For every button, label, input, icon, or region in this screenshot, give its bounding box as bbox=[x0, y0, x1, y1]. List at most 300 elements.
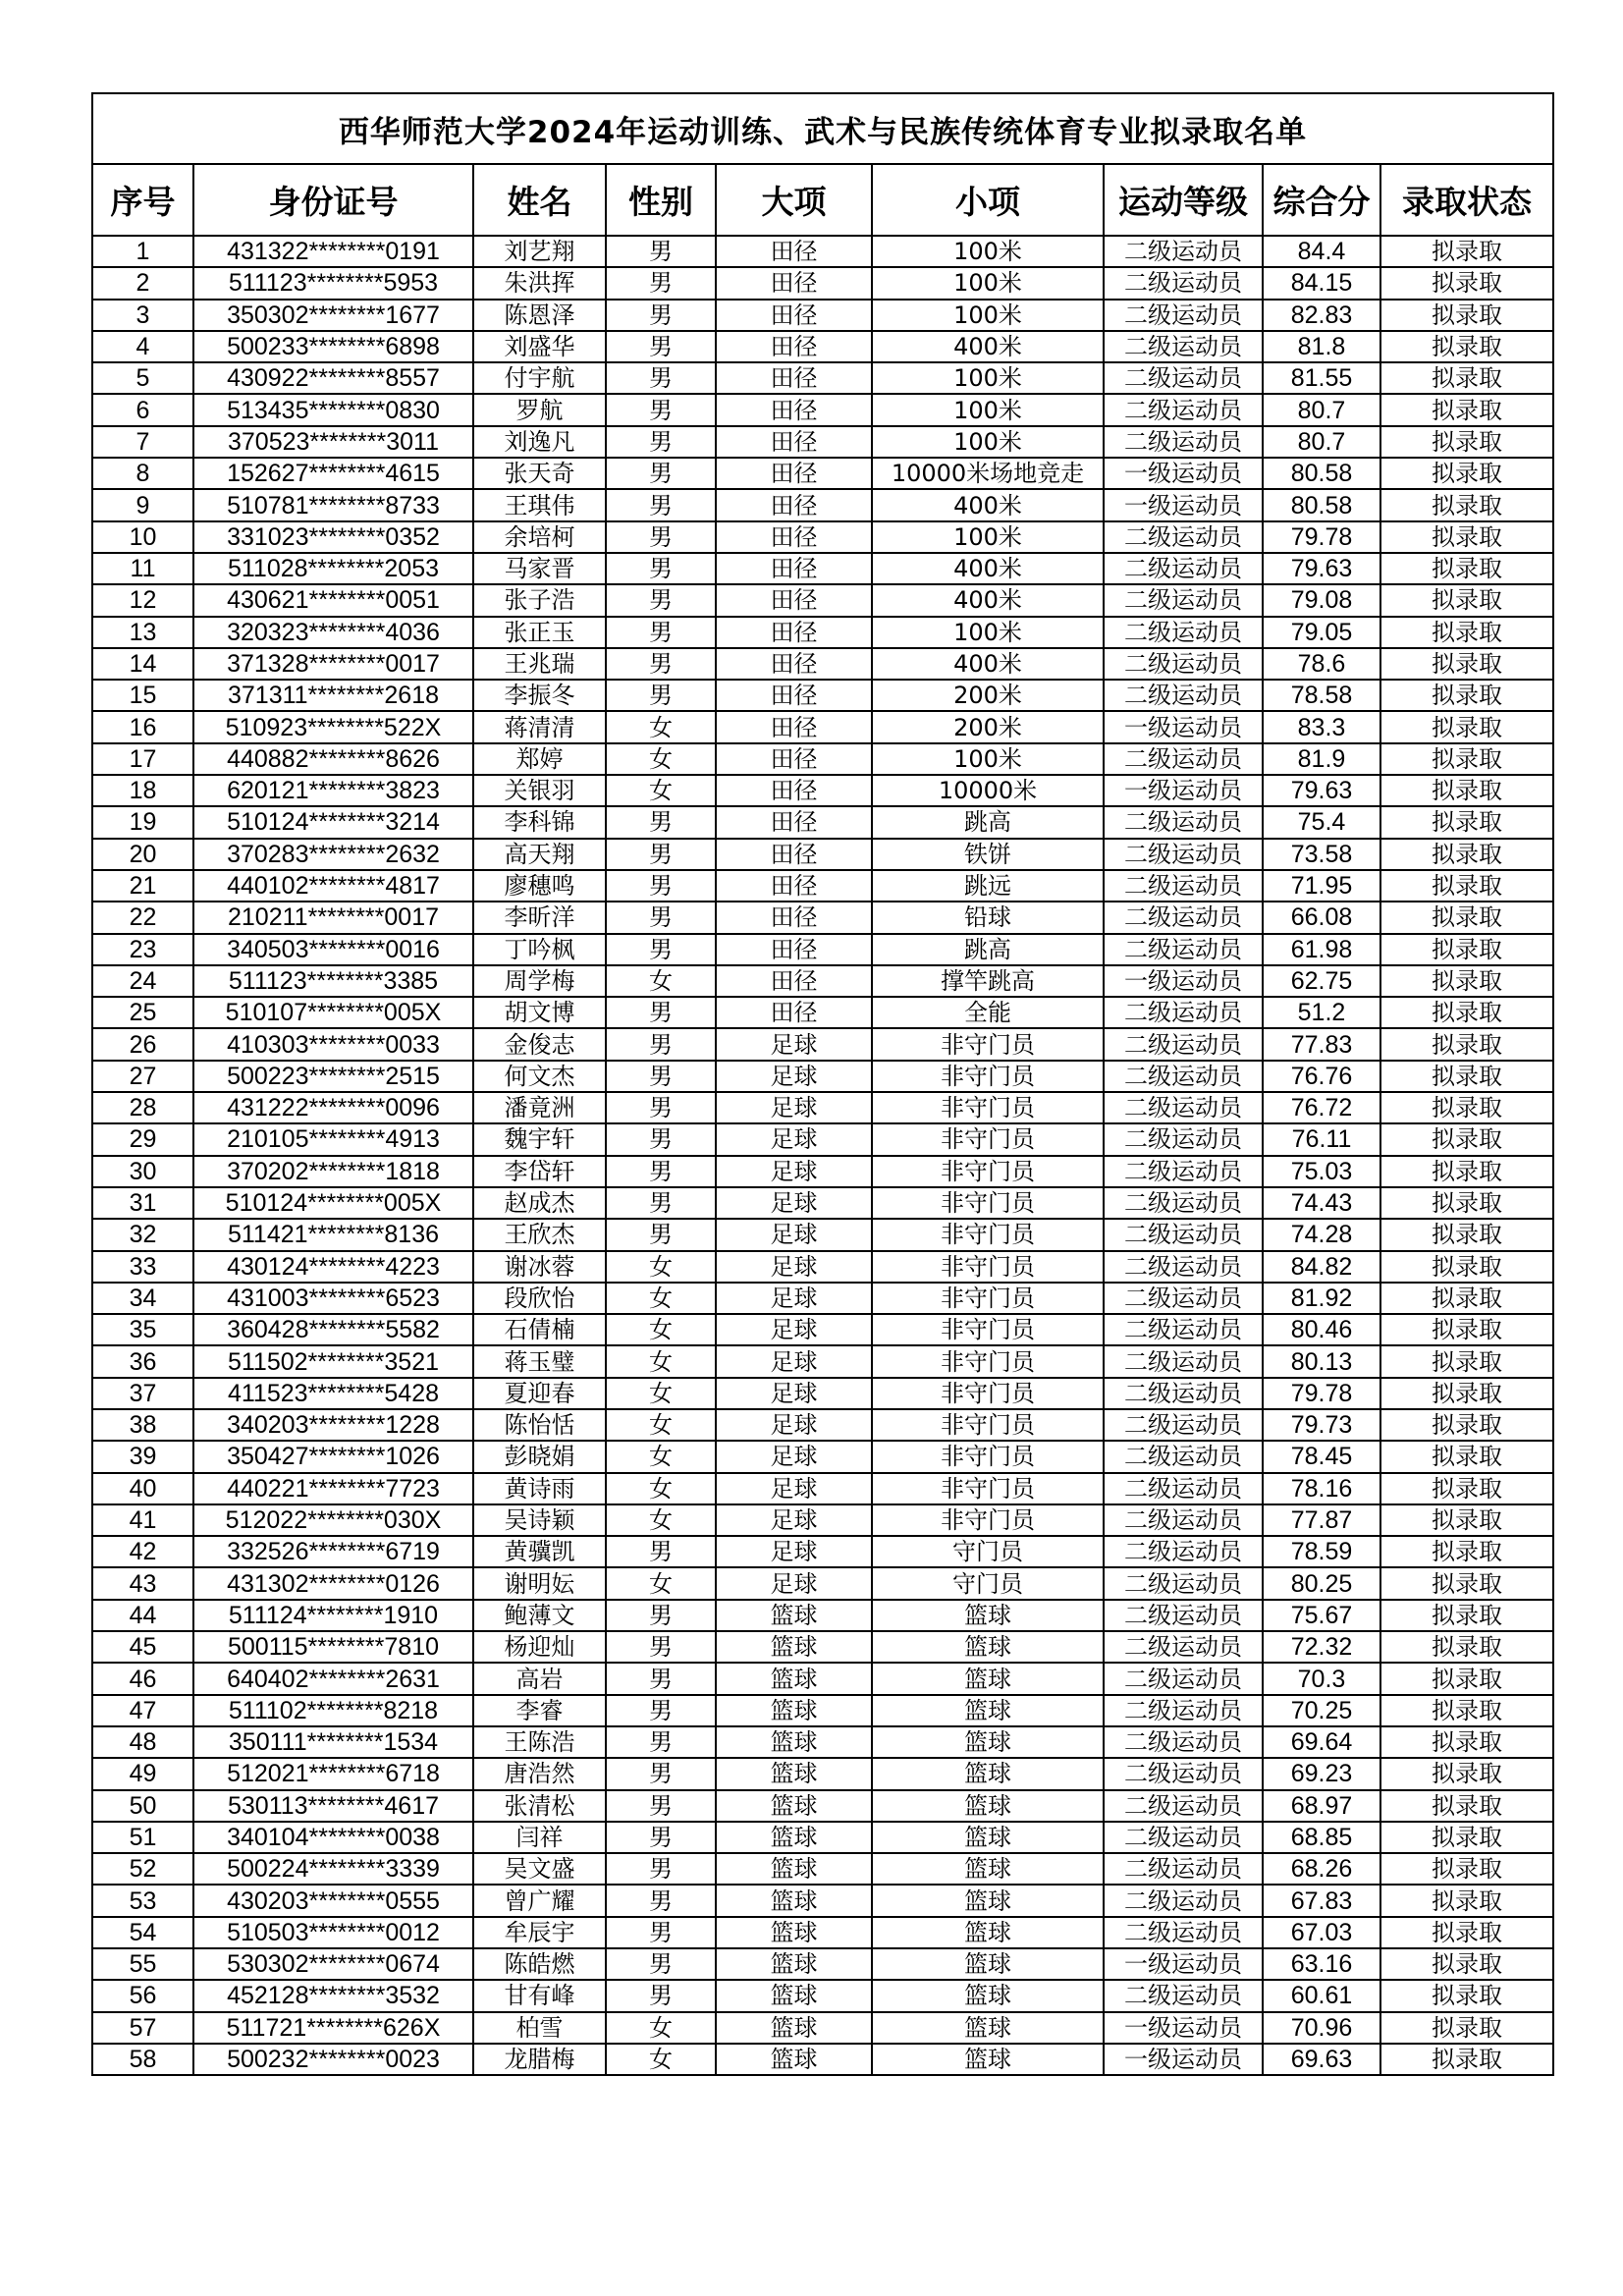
cell-sport: 足球 bbox=[716, 1187, 872, 1219]
cell-index: 52 bbox=[92, 1853, 193, 1885]
cell-event: 篮球 bbox=[872, 1663, 1104, 1694]
cell-status: 拟录取 bbox=[1380, 997, 1553, 1028]
table-row bbox=[92, 775, 1553, 806]
cell-id-number: 340104********0038 bbox=[193, 1822, 473, 1853]
cell-athlete-level: 二级运动员 bbox=[1104, 1441, 1263, 1472]
cell-status: 拟录取 bbox=[1380, 648, 1553, 680]
cell-index: 17 bbox=[92, 743, 193, 775]
cell-id-number: 370202********1818 bbox=[193, 1156, 473, 1187]
cell-name: 郑婷 bbox=[473, 743, 606, 775]
cell-gender: 男 bbox=[606, 362, 716, 394]
table-row bbox=[92, 584, 1553, 616]
cell-score: 79.63 bbox=[1263, 775, 1380, 806]
cell-index: 37 bbox=[92, 1378, 193, 1409]
cell-gender: 男 bbox=[606, 1695, 716, 1726]
cell-score: 62.75 bbox=[1263, 965, 1380, 997]
cell-athlete-level: 二级运动员 bbox=[1104, 1695, 1263, 1726]
cell-gender: 男 bbox=[606, 1631, 716, 1663]
cell-index: 38 bbox=[92, 1409, 193, 1441]
cell-name: 张清松 bbox=[473, 1790, 606, 1822]
cell-gender: 女 bbox=[606, 1567, 716, 1599]
cell-id-number: 430203********0555 bbox=[193, 1885, 473, 1916]
cell-athlete-level: 二级运动员 bbox=[1104, 1219, 1263, 1250]
cell-athlete-level: 二级运动员 bbox=[1104, 1061, 1263, 1092]
cell-index: 25 bbox=[92, 997, 193, 1028]
table-row bbox=[92, 1409, 1553, 1441]
header-id-number: 身份证号 bbox=[193, 164, 473, 236]
cell-gender: 男 bbox=[606, 267, 716, 299]
cell-name: 王欣杰 bbox=[473, 1219, 606, 1250]
table-row bbox=[92, 1187, 1553, 1219]
cell-status: 拟录取 bbox=[1380, 300, 1553, 331]
cell-id-number: 510107********005X bbox=[193, 997, 473, 1028]
cell-name: 关银羽 bbox=[473, 775, 606, 806]
cell-name: 段欣怡 bbox=[473, 1283, 606, 1314]
cell-sport: 田径 bbox=[716, 839, 872, 870]
cell-score: 79.05 bbox=[1263, 617, 1380, 648]
cell-athlete-level: 二级运动员 bbox=[1104, 1600, 1263, 1631]
cell-event: 非守门员 bbox=[872, 1409, 1104, 1441]
cell-sport: 篮球 bbox=[716, 1758, 872, 1789]
cell-athlete-level: 二级运动员 bbox=[1104, 1251, 1263, 1283]
cell-id-number: 350302********1677 bbox=[193, 300, 473, 331]
table-row bbox=[92, 1219, 1553, 1250]
cell-athlete-level: 二级运动员 bbox=[1104, 1378, 1263, 1409]
cell-name: 李科锦 bbox=[473, 806, 606, 838]
cell-gender: 男 bbox=[606, 1948, 716, 1980]
cell-status: 拟录取 bbox=[1380, 1536, 1553, 1567]
cell-event: 400米 bbox=[872, 648, 1104, 680]
cell-score: 78.58 bbox=[1263, 680, 1380, 711]
cell-id-number: 331023********0352 bbox=[193, 521, 473, 553]
cell-gender: 男 bbox=[606, 806, 716, 838]
cell-index: 41 bbox=[92, 1504, 193, 1536]
cell-sport: 足球 bbox=[716, 1345, 872, 1377]
cell-sport: 篮球 bbox=[716, 1600, 872, 1631]
cell-event: 篮球 bbox=[872, 1980, 1104, 2011]
cell-gender: 男 bbox=[606, 1028, 716, 1060]
table-row bbox=[92, 1441, 1553, 1472]
cell-score: 76.11 bbox=[1263, 1123, 1380, 1155]
cell-sport: 田径 bbox=[716, 584, 872, 616]
table-row bbox=[92, 1600, 1553, 1631]
cell-id-number: 511124********1910 bbox=[193, 1600, 473, 1631]
table-row bbox=[92, 934, 1553, 965]
cell-sport: 田径 bbox=[716, 711, 872, 742]
cell-name: 丁吟枫 bbox=[473, 934, 606, 965]
cell-index: 33 bbox=[92, 1251, 193, 1283]
cell-id-number: 440102********4817 bbox=[193, 870, 473, 902]
cell-name: 吴诗颖 bbox=[473, 1504, 606, 1536]
cell-score: 84.15 bbox=[1263, 267, 1380, 299]
cell-gender: 女 bbox=[606, 2012, 716, 2044]
cell-event: 篮球 bbox=[872, 1822, 1104, 1853]
cell-athlete-level: 二级运动员 bbox=[1104, 521, 1263, 553]
cell-score: 68.26 bbox=[1263, 1853, 1380, 1885]
cell-score: 80.25 bbox=[1263, 1567, 1380, 1599]
cell-name: 李岱轩 bbox=[473, 1156, 606, 1187]
cell-name: 陈皓燃 bbox=[473, 1948, 606, 1980]
cell-name: 王陈浩 bbox=[473, 1726, 606, 1758]
cell-sport: 足球 bbox=[716, 1378, 872, 1409]
table-row bbox=[92, 1092, 1553, 1123]
cell-event: 非守门员 bbox=[872, 1251, 1104, 1283]
table-row bbox=[92, 1567, 1553, 1599]
cell-gender: 男 bbox=[606, 680, 716, 711]
cell-id-number: 332526********6719 bbox=[193, 1536, 473, 1567]
cell-athlete-level: 一级运动员 bbox=[1104, 775, 1263, 806]
cell-score: 78.45 bbox=[1263, 1441, 1380, 1472]
cell-score: 79.78 bbox=[1263, 521, 1380, 553]
cell-gender: 女 bbox=[606, 1314, 716, 1345]
table-row bbox=[92, 1663, 1553, 1694]
cell-score: 51.2 bbox=[1263, 997, 1380, 1028]
cell-name: 谢明妘 bbox=[473, 1567, 606, 1599]
cell-athlete-level: 一级运动员 bbox=[1104, 2044, 1263, 2075]
cell-name: 甘有峰 bbox=[473, 1980, 606, 2011]
cell-sport: 田径 bbox=[716, 362, 872, 394]
cell-score: 67.83 bbox=[1263, 1885, 1380, 1916]
cell-score: 80.13 bbox=[1263, 1345, 1380, 1377]
table-row bbox=[92, 743, 1553, 775]
cell-id-number: 511123********5953 bbox=[193, 267, 473, 299]
cell-name: 马家晋 bbox=[473, 553, 606, 584]
cell-gender: 女 bbox=[606, 1473, 716, 1504]
table-row bbox=[92, 331, 1553, 362]
cell-index: 19 bbox=[92, 806, 193, 838]
table-row bbox=[92, 2012, 1553, 2044]
cell-athlete-level: 二级运动员 bbox=[1104, 553, 1263, 584]
cell-event: 400米 bbox=[872, 584, 1104, 616]
cell-sport: 篮球 bbox=[716, 1885, 872, 1916]
cell-index: 26 bbox=[92, 1028, 193, 1060]
cell-sport: 篮球 bbox=[716, 1917, 872, 1948]
cell-event: 篮球 bbox=[872, 1790, 1104, 1822]
cell-name: 杨迎灿 bbox=[473, 1631, 606, 1663]
cell-sport: 田径 bbox=[716, 267, 872, 299]
cell-event: 篮球 bbox=[872, 1726, 1104, 1758]
cell-athlete-level: 二级运动员 bbox=[1104, 1917, 1263, 1948]
cell-gender: 男 bbox=[606, 617, 716, 648]
cell-status: 拟录取 bbox=[1380, 236, 1553, 267]
cell-event: 非守门员 bbox=[872, 1441, 1104, 1472]
cell-id-number: 152627********4615 bbox=[193, 458, 473, 489]
cell-name: 李昕洋 bbox=[473, 902, 606, 933]
cell-name: 付宇航 bbox=[473, 362, 606, 394]
cell-score: 67.03 bbox=[1263, 1917, 1380, 1948]
cell-athlete-level: 二级运动员 bbox=[1104, 680, 1263, 711]
cell-status: 拟录取 bbox=[1380, 394, 1553, 425]
cell-name: 牟辰宇 bbox=[473, 1917, 606, 1948]
cell-gender: 男 bbox=[606, 1663, 716, 1694]
table-row bbox=[92, 1028, 1553, 1060]
cell-score: 78.59 bbox=[1263, 1536, 1380, 1567]
cell-sport: 田径 bbox=[716, 997, 872, 1028]
cell-sport: 篮球 bbox=[716, 1948, 872, 1980]
cell-gender: 男 bbox=[606, 1822, 716, 1853]
cell-id-number: 510503********0012 bbox=[193, 1917, 473, 1948]
cell-score: 79.73 bbox=[1263, 1409, 1380, 1441]
cell-status: 拟录取 bbox=[1380, 331, 1553, 362]
cell-status: 拟录取 bbox=[1380, 1092, 1553, 1123]
cell-sport: 田径 bbox=[716, 934, 872, 965]
cell-gender: 女 bbox=[606, 711, 716, 742]
cell-index: 50 bbox=[92, 1790, 193, 1822]
cell-athlete-level: 二级运动员 bbox=[1104, 1631, 1263, 1663]
cell-sport: 田径 bbox=[716, 617, 872, 648]
cell-event: 非守门员 bbox=[872, 1219, 1104, 1250]
cell-athlete-level: 二级运动员 bbox=[1104, 1345, 1263, 1377]
cell-status: 拟录取 bbox=[1380, 711, 1553, 742]
cell-name: 余培柯 bbox=[473, 521, 606, 553]
cell-score: 76.72 bbox=[1263, 1092, 1380, 1123]
cell-score: 81.8 bbox=[1263, 331, 1380, 362]
cell-status: 拟录取 bbox=[1380, 2044, 1553, 2075]
cell-athlete-level: 二级运动员 bbox=[1104, 1758, 1263, 1789]
cell-name: 闫祥 bbox=[473, 1822, 606, 1853]
cell-index: 48 bbox=[92, 1726, 193, 1758]
cell-index: 7 bbox=[92, 426, 193, 458]
cell-id-number: 510124********3214 bbox=[193, 806, 473, 838]
cell-id-number: 371328********0017 bbox=[193, 648, 473, 680]
cell-name: 胡文博 bbox=[473, 997, 606, 1028]
cell-sport: 田径 bbox=[716, 300, 872, 331]
table-row bbox=[92, 1948, 1553, 1980]
cell-athlete-level: 二级运动员 bbox=[1104, 426, 1263, 458]
cell-event: 撑竿跳高 bbox=[872, 965, 1104, 997]
cell-score: 81.9 bbox=[1263, 743, 1380, 775]
cell-id-number: 511421********8136 bbox=[193, 1219, 473, 1250]
cell-gender: 男 bbox=[606, 1061, 716, 1092]
cell-event: 篮球 bbox=[872, 1917, 1104, 1948]
cell-athlete-level: 二级运动员 bbox=[1104, 1567, 1263, 1599]
cell-gender: 男 bbox=[606, 1853, 716, 1885]
cell-gender: 女 bbox=[606, 1345, 716, 1377]
cell-status: 拟录取 bbox=[1380, 1885, 1553, 1916]
cell-event: 100米 bbox=[872, 521, 1104, 553]
cell-index: 46 bbox=[92, 1663, 193, 1694]
cell-sport: 足球 bbox=[716, 1219, 872, 1250]
cell-gender: 男 bbox=[606, 1536, 716, 1567]
header-row bbox=[92, 164, 1553, 236]
cell-sport: 田径 bbox=[716, 680, 872, 711]
cell-id-number: 210105********4913 bbox=[193, 1123, 473, 1155]
cell-index: 3 bbox=[92, 300, 193, 331]
cell-name: 廖穗鸣 bbox=[473, 870, 606, 902]
cell-name: 王琪伟 bbox=[473, 489, 606, 520]
cell-status: 拟录取 bbox=[1380, 1504, 1553, 1536]
table-row bbox=[92, 1980, 1553, 2011]
cell-gender: 男 bbox=[606, 426, 716, 458]
cell-status: 拟录取 bbox=[1380, 1631, 1553, 1663]
cell-athlete-level: 二级运动员 bbox=[1104, 1314, 1263, 1345]
table-row bbox=[92, 553, 1553, 584]
cell-score: 80.7 bbox=[1263, 394, 1380, 425]
cell-id-number: 431222********0096 bbox=[193, 1092, 473, 1123]
cell-event: 非守门员 bbox=[872, 1092, 1104, 1123]
cell-score: 69.63 bbox=[1263, 2044, 1380, 2075]
cell-athlete-level: 二级运动员 bbox=[1104, 1536, 1263, 1567]
cell-id-number: 511721********626X bbox=[193, 2012, 473, 2044]
cell-index: 32 bbox=[92, 1219, 193, 1250]
table-row bbox=[92, 1283, 1553, 1314]
cell-score: 84.82 bbox=[1263, 1251, 1380, 1283]
table-title: 西华师范大学2024年运动训练、武术与民族传统体育专业拟录取名单 bbox=[92, 93, 1553, 164]
cell-athlete-level: 二级运动员 bbox=[1104, 839, 1263, 870]
cell-name: 王兆瑞 bbox=[473, 648, 606, 680]
header-event: 小项 bbox=[872, 164, 1104, 236]
cell-athlete-level: 二级运动员 bbox=[1104, 267, 1263, 299]
table-row bbox=[92, 300, 1553, 331]
cell-athlete-level: 二级运动员 bbox=[1104, 1504, 1263, 1536]
cell-gender: 男 bbox=[606, 1187, 716, 1219]
table-row bbox=[92, 617, 1553, 648]
cell-name: 高岩 bbox=[473, 1663, 606, 1694]
cell-event: 非守门员 bbox=[872, 1314, 1104, 1345]
table-row bbox=[92, 1314, 1553, 1345]
cell-index: 1 bbox=[92, 236, 193, 267]
cell-sport: 田径 bbox=[716, 521, 872, 553]
cell-index: 34 bbox=[92, 1283, 193, 1314]
cell-name: 谢冰蓉 bbox=[473, 1251, 606, 1283]
cell-status: 拟录取 bbox=[1380, 617, 1553, 648]
cell-id-number: 500115********7810 bbox=[193, 1631, 473, 1663]
cell-status: 拟录取 bbox=[1380, 680, 1553, 711]
cell-athlete-level: 二级运动员 bbox=[1104, 1409, 1263, 1441]
cell-status: 拟录取 bbox=[1380, 2012, 1553, 2044]
cell-score: 68.85 bbox=[1263, 1822, 1380, 1853]
cell-event: 篮球 bbox=[872, 1695, 1104, 1726]
cell-name: 潘竟洲 bbox=[473, 1092, 606, 1123]
cell-id-number: 510781********8733 bbox=[193, 489, 473, 520]
cell-score: 75.4 bbox=[1263, 806, 1380, 838]
cell-event: 守门员 bbox=[872, 1536, 1104, 1567]
cell-athlete-level: 一级运动员 bbox=[1104, 458, 1263, 489]
cell-id-number: 511123********3385 bbox=[193, 965, 473, 997]
cell-gender: 女 bbox=[606, 1378, 716, 1409]
cell-score: 81.55 bbox=[1263, 362, 1380, 394]
cell-sport: 足球 bbox=[716, 1567, 872, 1599]
cell-sport: 田径 bbox=[716, 236, 872, 267]
cell-event: 100米 bbox=[872, 267, 1104, 299]
cell-event: 篮球 bbox=[872, 2012, 1104, 2044]
cell-id-number: 510923********522X bbox=[193, 711, 473, 742]
cell-status: 拟录取 bbox=[1380, 839, 1553, 870]
cell-gender: 女 bbox=[606, 1283, 716, 1314]
cell-id-number: 340203********1228 bbox=[193, 1409, 473, 1441]
cell-event: 100米 bbox=[872, 300, 1104, 331]
cell-event: 100米 bbox=[872, 362, 1104, 394]
cell-score: 60.61 bbox=[1263, 1980, 1380, 2011]
cell-name: 蒋玉璧 bbox=[473, 1345, 606, 1377]
cell-event: 100米 bbox=[872, 617, 1104, 648]
cell-sport: 田径 bbox=[716, 775, 872, 806]
cell-status: 拟录取 bbox=[1380, 1567, 1553, 1599]
cell-status: 拟录取 bbox=[1380, 1726, 1553, 1758]
cell-id-number: 640402********2631 bbox=[193, 1663, 473, 1694]
cell-index: 44 bbox=[92, 1600, 193, 1631]
cell-id-number: 430124********4223 bbox=[193, 1251, 473, 1283]
cell-id-number: 410303********0033 bbox=[193, 1028, 473, 1060]
cell-gender: 女 bbox=[606, 1409, 716, 1441]
cell-gender: 男 bbox=[606, 394, 716, 425]
cell-score: 79.78 bbox=[1263, 1378, 1380, 1409]
cell-score: 79.08 bbox=[1263, 584, 1380, 616]
cell-gender: 男 bbox=[606, 331, 716, 362]
cell-index: 16 bbox=[92, 711, 193, 742]
cell-name: 罗航 bbox=[473, 394, 606, 425]
cell-id-number: 320323********4036 bbox=[193, 617, 473, 648]
cell-sport: 足球 bbox=[716, 1314, 872, 1345]
cell-index: 57 bbox=[92, 2012, 193, 2044]
cell-sport: 足球 bbox=[716, 1536, 872, 1567]
cell-gender: 男 bbox=[606, 1758, 716, 1789]
cell-sport: 篮球 bbox=[716, 1980, 872, 2011]
table-row bbox=[92, 426, 1553, 458]
cell-name: 柏雪 bbox=[473, 2012, 606, 2044]
cell-event: 10000米场地竞走 bbox=[872, 458, 1104, 489]
cell-index: 23 bbox=[92, 934, 193, 965]
cell-event: 篮球 bbox=[872, 1631, 1104, 1663]
cell-status: 拟录取 bbox=[1380, 521, 1553, 553]
cell-gender: 男 bbox=[606, 1917, 716, 1948]
cell-athlete-level: 二级运动员 bbox=[1104, 584, 1263, 616]
cell-status: 拟录取 bbox=[1380, 965, 1553, 997]
cell-event: 篮球 bbox=[872, 1758, 1104, 1789]
cell-gender: 男 bbox=[606, 300, 716, 331]
cell-score: 71.95 bbox=[1263, 870, 1380, 902]
cell-name: 黄诗雨 bbox=[473, 1473, 606, 1504]
cell-index: 30 bbox=[92, 1156, 193, 1187]
cell-score: 78.6 bbox=[1263, 648, 1380, 680]
cell-sport: 篮球 bbox=[716, 1663, 872, 1694]
cell-sport: 足球 bbox=[716, 1061, 872, 1092]
cell-name: 张正玉 bbox=[473, 617, 606, 648]
cell-gender: 男 bbox=[606, 521, 716, 553]
cell-gender: 女 bbox=[606, 965, 716, 997]
cell-status: 拟录取 bbox=[1380, 1822, 1553, 1853]
cell-index: 40 bbox=[92, 1473, 193, 1504]
cell-index: 14 bbox=[92, 648, 193, 680]
cell-index: 8 bbox=[92, 458, 193, 489]
cell-athlete-level: 一级运动员 bbox=[1104, 2012, 1263, 2044]
cell-gender: 女 bbox=[606, 775, 716, 806]
cell-athlete-level: 二级运动员 bbox=[1104, 806, 1263, 838]
cell-status: 拟录取 bbox=[1380, 1156, 1553, 1187]
table-row bbox=[92, 2044, 1553, 2075]
table-row bbox=[92, 1536, 1553, 1567]
cell-event: 400米 bbox=[872, 489, 1104, 520]
cell-athlete-level: 二级运动员 bbox=[1104, 902, 1263, 933]
cell-score: 75.03 bbox=[1263, 1156, 1380, 1187]
table-row bbox=[92, 839, 1553, 870]
cell-sport: 足球 bbox=[716, 1156, 872, 1187]
cell-athlete-level: 二级运动员 bbox=[1104, 236, 1263, 267]
header-index: 序号 bbox=[92, 164, 193, 236]
cell-gender: 男 bbox=[606, 839, 716, 870]
cell-status: 拟录取 bbox=[1380, 1917, 1553, 1948]
cell-name: 彭晓娟 bbox=[473, 1441, 606, 1472]
cell-sport: 足球 bbox=[716, 1504, 872, 1536]
cell-status: 拟录取 bbox=[1380, 1600, 1553, 1631]
cell-index: 35 bbox=[92, 1314, 193, 1345]
table-row bbox=[92, 1853, 1553, 1885]
cell-gender: 男 bbox=[606, 870, 716, 902]
cell-id-number: 511102********8218 bbox=[193, 1695, 473, 1726]
cell-athlete-level: 二级运动员 bbox=[1104, 1853, 1263, 1885]
cell-sport: 田径 bbox=[716, 965, 872, 997]
table-row bbox=[92, 236, 1553, 267]
